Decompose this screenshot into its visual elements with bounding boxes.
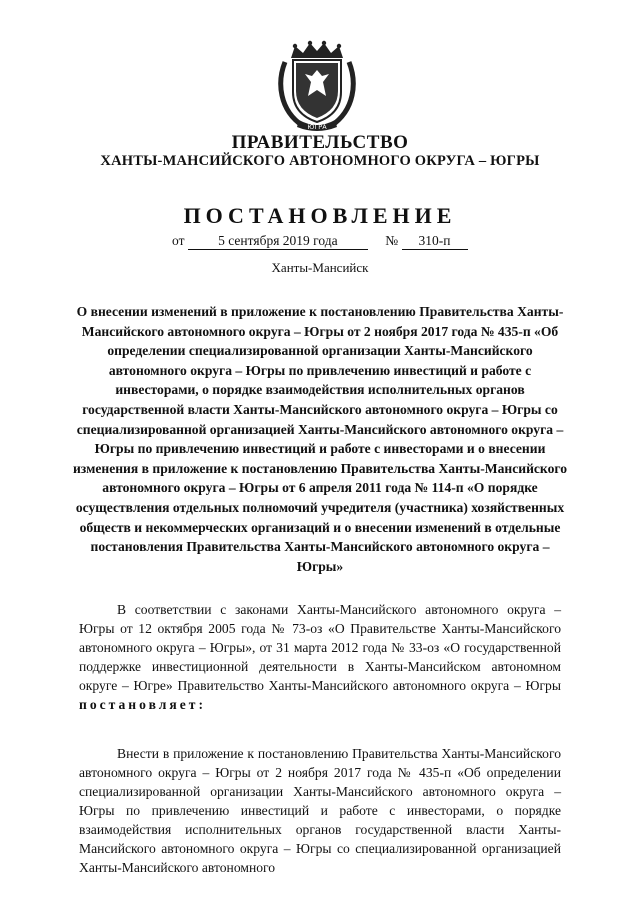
document-number: 310-п [402,233,468,250]
coat-of-arms-ugra-icon [277,40,357,132]
region-name: ХАНТЫ-МАНСИЙСКОГО АВТОНОМНОГО ОКРУГА – ЮГРЫ [100,153,540,169]
resolves-word: постановляет: [79,697,206,712]
document-type: ПОСТАНОВЛЕНИЕ [183,203,457,228]
government-name: ПРАВИТЕЛЬСТВО [231,132,409,153]
preamble-text: В соответствии с законами Ханты-Мансийского автономного округа – Югры от 12 октября 2005 года № 73-оз «О Правительстве Ханты-Мансийского автономного округа – Югры», от 31 марта 2012 года № 33-оз «О государственной поддержке инвестиционной деятельности в Ханты-Мансийском автономном округе – Югре» Правительство Ханты-Мансийского автономного округа – Югры [79,602,561,693]
body-paragraph: Внести в приложение к постановлению Правительства Ханты-Мансийского автономного округа – Югры от 2 ноября 2017 года № 435-п «Об определении специализированной организации Ханты-Мансийского автономного округа – Югры по привлечению инвестиций и работе с инвесторами, о порядке взаимодействия исполнительных органов государственной власти Ханты-Мансийского автономного округа – Югры со специализированной организацией Ханты-Мансийского автономного [79,746,561,875]
city: Ханты-Мансийск [271,260,369,275]
date-line [172,233,468,250]
document-title: О внесении изменений в приложение к постановлению Правительства Ханты-Мансийского автономного округа – Югры от 2 ноября 2017 года № 435-п «Об определении специализированной организации Ханты-Мансийского автономного округа – Югры по привлечению инвестиций и работе с инвесторами, о порядке взаимодействия исполнительных органов государственной власти Ханты-Мансийского автономного округа – Югры со специализированной организацией Ханты-Мансийского автономного округа – Югры по привлечению инвестиций и работе с инвесторами и о внесении изменения в приложение к постановлению Правительства Ханты-Мансийского автономного округа – Югры от 6 апреля 2011 года № 114-п «О порядке осуществления отдельных полномочий учредителя (участника) хозяйственных обществ и некоммерческих организаций и о внесении изменений в отдельные постановления Правительства Ханты-Мансийского автономного округа – Югры» [72,304,568,574]
emblem-ribbon-text: ЮГРА [307,123,327,131]
document-date: 5 сентября 2019 года [188,233,368,250]
number-prefix: № [385,233,399,248]
preamble-paragraph [79,600,561,714]
date-prefix: от [172,233,185,248]
